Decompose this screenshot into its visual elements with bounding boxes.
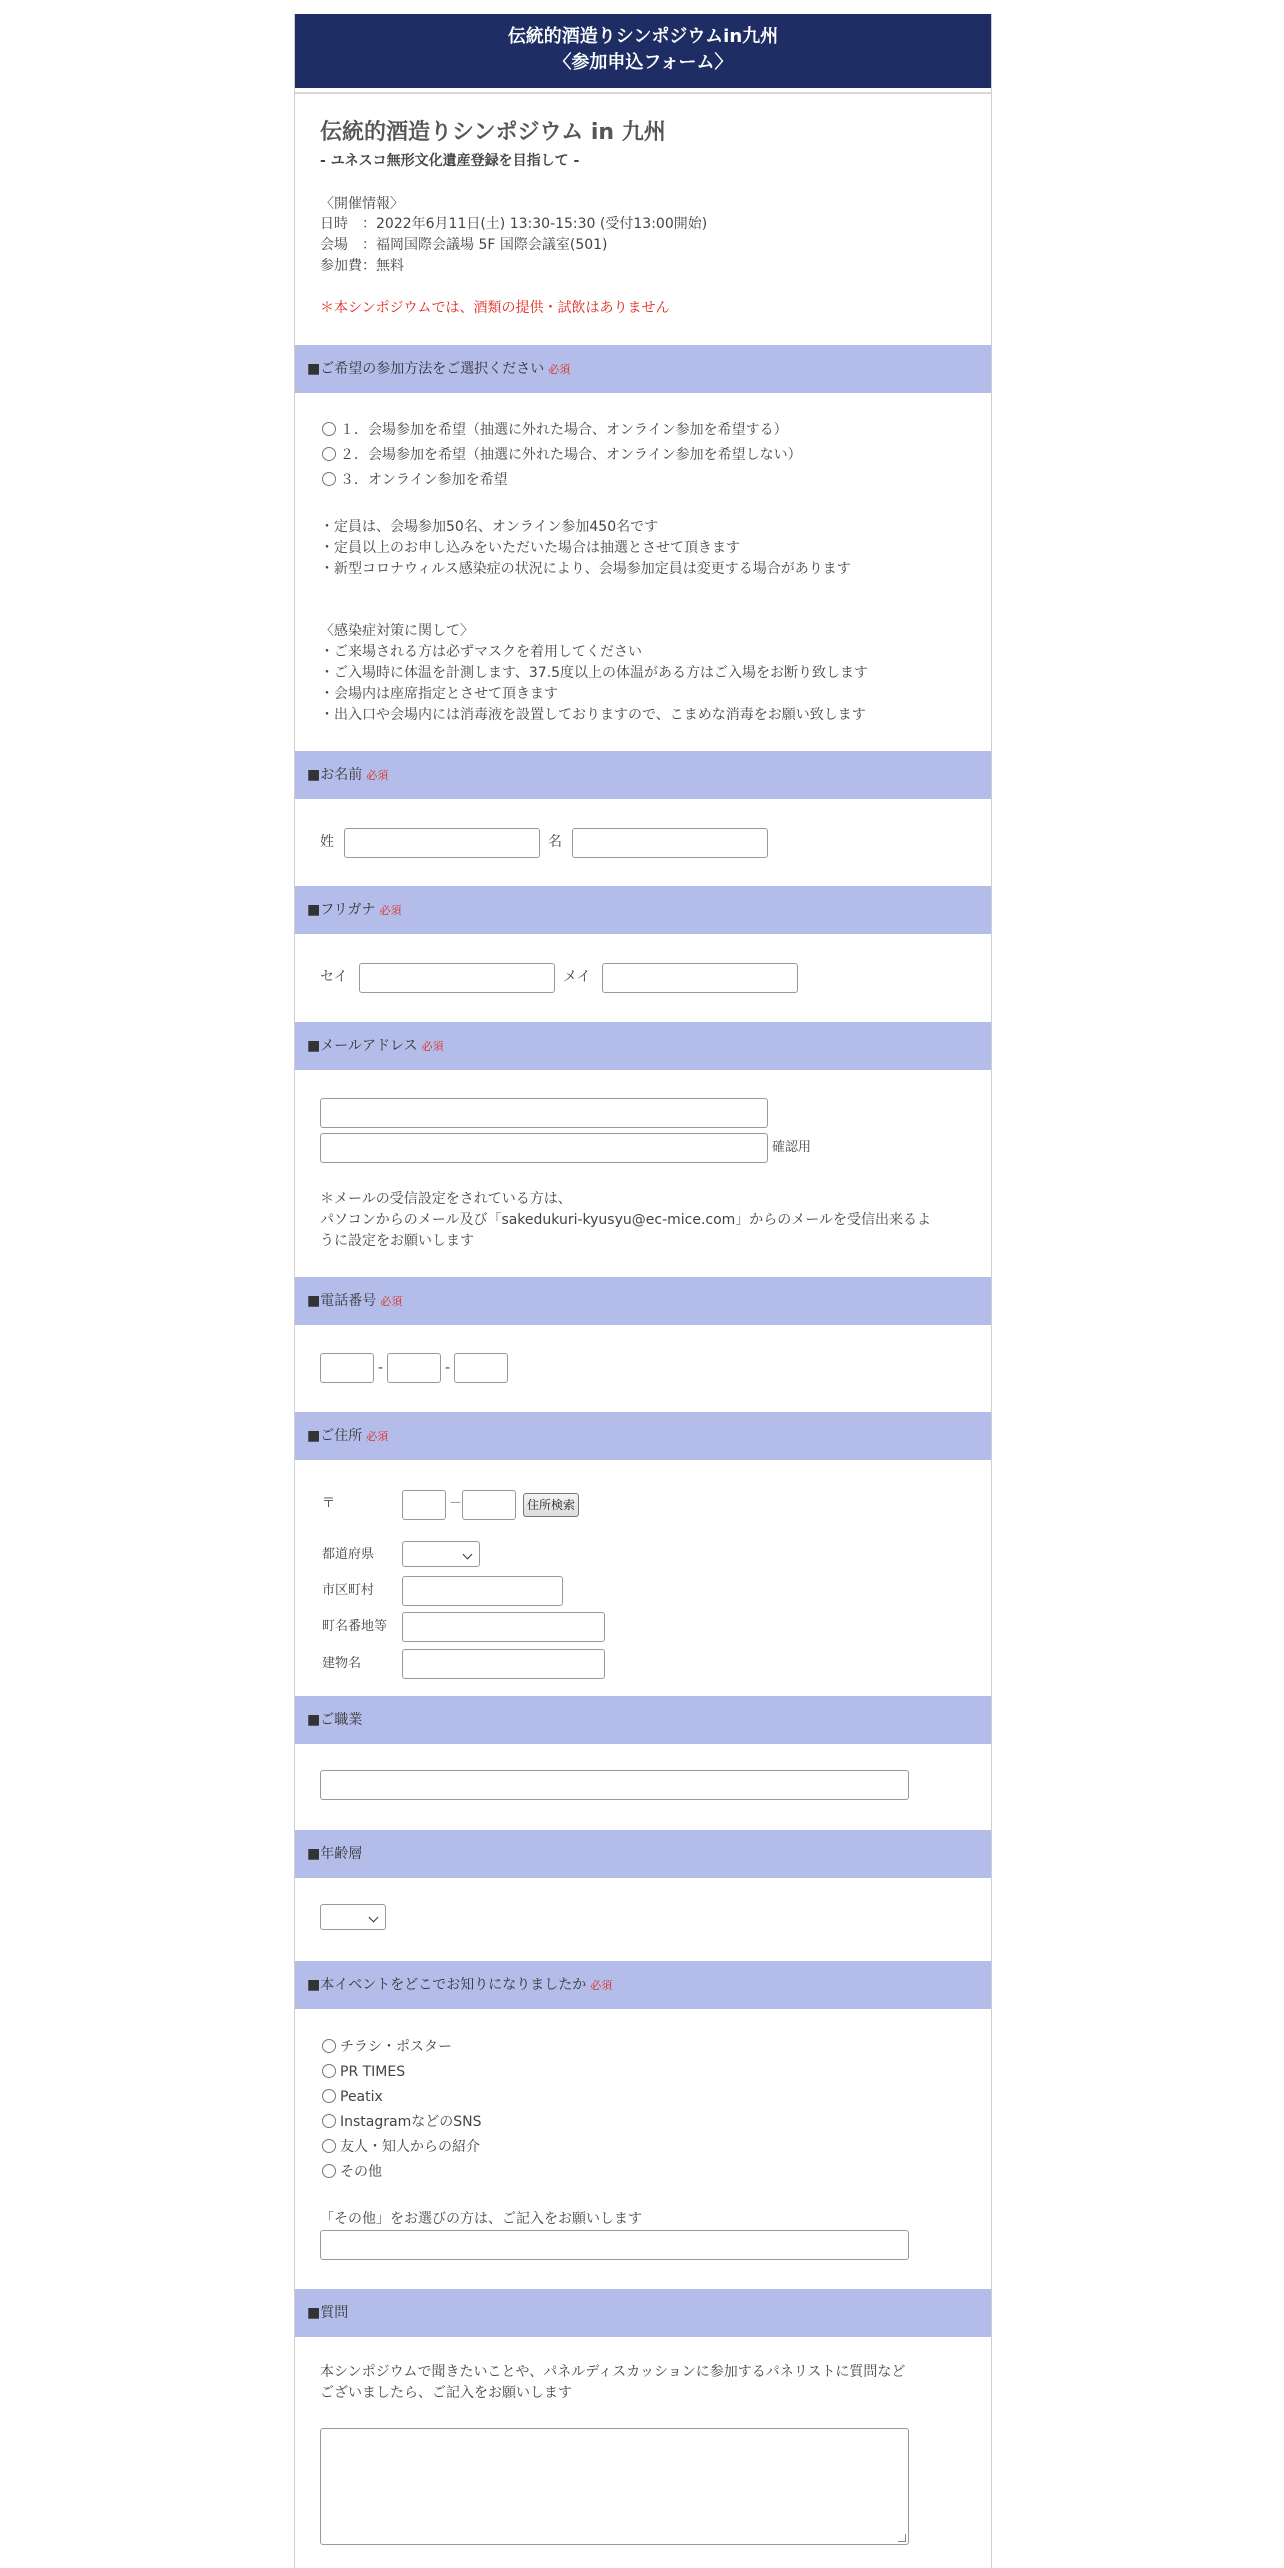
section-label: ■お名前 <box>307 767 363 783</box>
email-input[interactable] <box>320 1098 768 1128</box>
resize-handle[interactable] <box>898 2534 906 2542</box>
info-heading: 〈開催情報〉 <box>320 196 404 212</box>
phone-input-2[interactable] <box>387 1353 441 1383</box>
participation-option-1[interactable] <box>322 420 788 440</box>
option-label: チラシ・ポスター <box>340 2039 452 2055</box>
required-badge: 必須 <box>366 1430 389 1443</box>
section-age <box>295 1830 991 1878</box>
section-question <box>295 2289 991 2337</box>
application-form <box>294 14 992 2568</box>
section-label: ■メールアドレス <box>307 1038 418 1054</box>
covid-note-3: ・会場内は座席指定とさせて頂きます <box>320 686 558 702</box>
prefecture-label: 都道府県 <box>322 1547 375 1562</box>
last-name-label: 姓 <box>320 834 334 850</box>
radio-button[interactable] <box>322 472 336 486</box>
building-input[interactable] <box>402 1649 605 1679</box>
header-subtitle: 〈参加申込フォーム〉 <box>553 52 733 73</box>
phone-separator: - <box>445 1360 451 1376</box>
option-label: その他 <box>340 2164 382 2180</box>
city-label: 市区町村 <box>322 1583 375 1598</box>
required-badge: 必須 <box>366 769 389 782</box>
section-label: ■ご希望の参加方法をご選択ください <box>307 361 545 377</box>
radio-button[interactable] <box>322 2114 336 2128</box>
participation-option-2[interactable] <box>322 445 802 465</box>
required-badge: 必須 <box>421 1040 444 1053</box>
section-occupation <box>295 1696 991 1744</box>
postal-mark: 〒 <box>322 1496 336 1511</box>
building-label: 建物名 <box>322 1656 362 1671</box>
question-note-1: 本シンポジウムで聞きたいことや、パネルディスカッションに参加するパネリストに質問など <box>320 2364 906 2380</box>
capacity-note-2: ・定員以上のお申し込みをいただいた場合は抽選とさせて頂きます <box>320 540 740 556</box>
option-label: PR TIMES <box>340 2064 406 2080</box>
section-label: ■本イベントをどこでお知りになりましたか <box>307 1977 587 1993</box>
first-name-input[interactable] <box>572 828 768 858</box>
radio-button[interactable] <box>322 2139 336 2153</box>
required-badge: 必須 <box>548 363 571 376</box>
radio-button[interactable] <box>322 2039 336 2053</box>
other-note: 「その他」をお選びの方は、ご記入をお願いします <box>320 2211 642 2227</box>
section-label: ■ご住所 <box>307 1428 363 1444</box>
first-name-label: 名 <box>548 834 562 850</box>
postal-code-input-1[interactable] <box>402 1490 446 1520</box>
section-kana <box>295 886 991 934</box>
street-input[interactable] <box>402 1612 605 1642</box>
section-name <box>295 751 991 799</box>
first-kana-input[interactable] <box>602 963 798 993</box>
option-label: ２．会場参加を希望（抽選に外れた場合、オンライン参加を希望しない） <box>340 447 802 463</box>
header-title: 伝統的酒造りシンポジウムin九州 <box>507 26 779 47</box>
section-source <box>295 1961 991 2009</box>
capacity-note-1: ・定員は、会場参加50名、オンライン参加450名です <box>320 519 659 535</box>
source-option-peatix[interactable] <box>322 2087 383 2107</box>
last-name-input[interactable] <box>344 828 540 858</box>
section-email <box>295 1022 991 1070</box>
section-label: ■電話番号 <box>307 1293 377 1309</box>
source-option-flyer[interactable] <box>322 2037 452 2057</box>
email-note-3: うに設定をお願いします <box>320 1233 474 1249</box>
option-label: InstagramなどのSNS <box>340 2114 482 2130</box>
source-option-prtimes[interactable] <box>322 2062 405 2082</box>
last-kana-input[interactable] <box>359 963 555 993</box>
event-date: 日時 ：2022年6月11日(土) 13:30-15:30 (受付13:00開始) <box>320 216 708 232</box>
required-badge: 必須 <box>380 1295 403 1308</box>
question-textarea[interactable] <box>320 2428 909 2545</box>
section-label: ■年齢層 <box>307 1846 363 1862</box>
street-label: 町名番地等 <box>322 1619 388 1634</box>
source-option-sns[interactable] <box>322 2112 481 2132</box>
address-search-button[interactable]: 住所検索 <box>523 1493 579 1517</box>
alcohol-notice: ＊本シンポジウムでは、酒類の提供・試飲はありません <box>320 300 670 316</box>
required-badge: 必須 <box>379 904 402 917</box>
event-subtitle: - ユネスコ無形文化遺産登録を目指して - <box>320 153 580 169</box>
first-kana-label: メイ <box>563 969 591 985</box>
radio-button[interactable] <box>322 2064 336 2078</box>
event-fee: 参加費：無料 <box>320 258 404 274</box>
radio-button[interactable] <box>322 2089 336 2103</box>
section-phone <box>295 1277 991 1325</box>
header-divider <box>295 92 991 94</box>
option-label: Peatix <box>340 2089 383 2105</box>
option-label: ３．オンライン参加を希望 <box>340 472 508 488</box>
phone-input-3[interactable] <box>454 1353 508 1383</box>
age-select[interactable] <box>320 1904 386 1930</box>
source-option-referral[interactable] <box>322 2137 480 2157</box>
city-input[interactable] <box>402 1576 563 1606</box>
email-note-1: ＊メールの受信設定をされている方は、 <box>320 1191 572 1207</box>
section-label: ■質問 <box>307 2305 349 2321</box>
last-kana-label: セイ <box>320 969 348 985</box>
source-option-other[interactable] <box>322 2162 382 2182</box>
covid-note-1: ・ご来場される方は必ずマスクを着用してください <box>320 644 642 660</box>
phone-input-1[interactable] <box>320 1353 374 1383</box>
event-venue: 会場 ：福岡国際会議場 5F 国際会議室(501) <box>320 237 608 253</box>
covid-heading: 〈感染症対策に関して〉 <box>320 623 474 639</box>
option-label: 友人・知人からの紹介 <box>340 2139 480 2155</box>
phone-separator: - <box>378 1360 384 1376</box>
covid-note-2: ・ご入場時に体温を計測します、37.5度以上の体温がある方はご入場をお断り致します <box>320 665 869 681</box>
covid-note-4: ・出入口や会場内には消毒液を設置しておりますので、こまめな消毒をお願い致します <box>320 707 866 723</box>
radio-button[interactable] <box>322 422 336 436</box>
radio-button[interactable] <box>322 447 336 461</box>
question-note-2: ございましたら、ご記入をお願いします <box>320 2385 572 2401</box>
radio-button[interactable] <box>322 2164 336 2178</box>
capacity-note-3: ・新型コロナウィルス感染症の状況により、会場参加定員は変更する場合があります <box>320 561 851 577</box>
section-label: ■ご職業 <box>307 1712 363 1728</box>
required-badge: 必須 <box>590 1979 613 1992</box>
occupation-input[interactable] <box>320 1770 909 1800</box>
section-label: ■フリガナ <box>307 902 376 918</box>
email-confirm-label: 確認用 <box>772 1140 812 1155</box>
other-input[interactable] <box>320 2230 909 2260</box>
section-participation <box>295 345 991 393</box>
postal-code-input-2[interactable] <box>462 1490 516 1520</box>
participation-option-3[interactable] <box>322 470 508 490</box>
postal-separator: － <box>449 1496 463 1511</box>
email-note-2: パソコンからのメール及び「sakedukuri-kyusyu@ec-mice.com」からのメールを受信出来るよ <box>320 1212 932 1228</box>
prefecture-select[interactable] <box>402 1541 480 1567</box>
section-address <box>295 1412 991 1460</box>
email-confirm-input[interactable] <box>320 1133 768 1163</box>
option-label: １．会場参加を希望（抽選に外れた場合、オンライン参加を希望する） <box>340 422 788 438</box>
form-header <box>295 14 991 88</box>
event-title: 伝統的酒造りシンポジウム in 九州 <box>320 120 666 145</box>
